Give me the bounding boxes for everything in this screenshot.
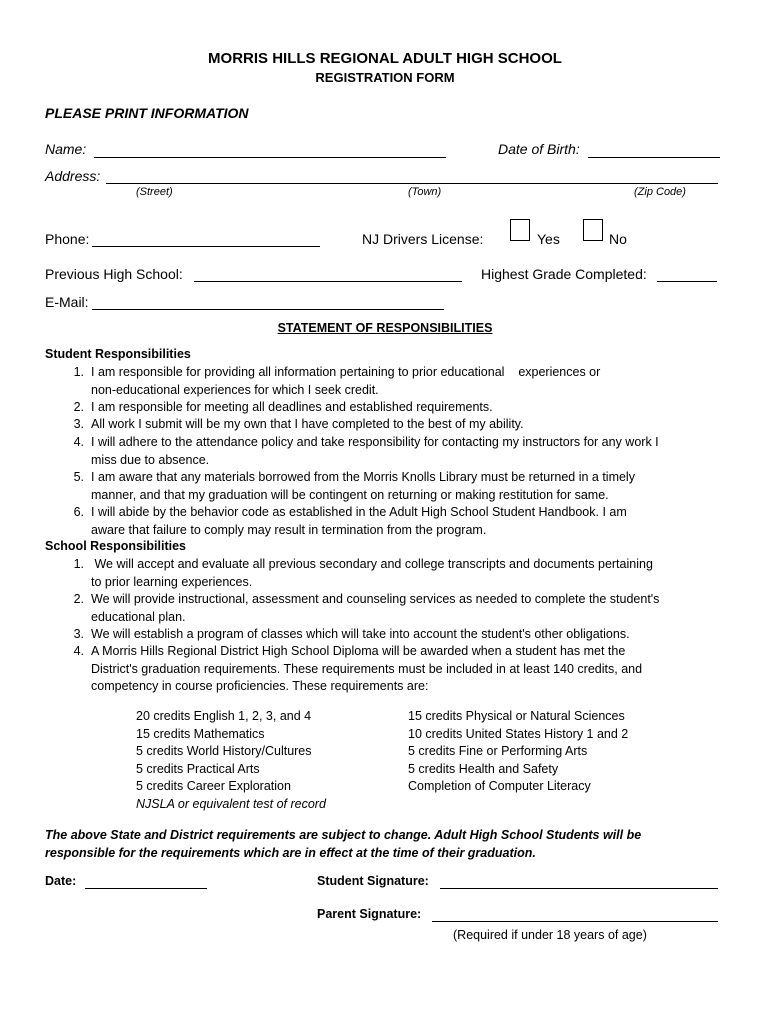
list-item	[0, 643, 770, 697]
address-field[interactable]	[106, 183, 718, 184]
document-title: MORRIS HILLS REGIONAL ADULT HIGH SCHOOL	[208, 50, 562, 67]
requirement-item: 10 credits United States History 1 and 2	[408, 726, 629, 741]
requirement-item: NJSLA or equivalent test of record	[136, 796, 326, 811]
requirement-item: 20 credits English 1, 2, 3, and 4	[136, 709, 312, 723]
requirement-item: 5 credits Health and Safety	[408, 761, 559, 776]
license-yes-checkbox[interactable]	[510, 219, 530, 241]
statement-heading: STATEMENT OF RESPONSIBILITIES	[277, 321, 493, 335]
requirement-item: 5 credits Career Exploration	[136, 779, 291, 793]
list-number: 1.	[73, 557, 84, 571]
print-notice: PLEASE PRINT INFORMATION	[45, 105, 249, 121]
list-item	[0, 556, 770, 591]
parent-signature-label: Parent Signature:	[317, 907, 422, 921]
requirement-item: 5 credits Practical Arts	[136, 761, 260, 776]
list-text: aware that failure to comply may result in termination from the program.	[91, 522, 487, 537]
license-no-checkbox[interactable]	[583, 219, 603, 241]
document-subtitle: REGISTRATION FORM	[315, 70, 455, 85]
list-number: 5.	[73, 470, 84, 484]
notice-line: The above State and District requirements are subject to change. Adult High School Students will be	[45, 828, 642, 842]
list-text: competency in course proficiencies. These requirements are:	[91, 679, 429, 693]
notice-line: responsible for the requirements which are in effect at the time of their graduation.	[45, 846, 536, 860]
address-label: Address:	[45, 168, 101, 184]
list-text: We will provide instructional, assessment and counseling services as needed to complete the student's	[91, 592, 660, 606]
dob-field[interactable]	[588, 157, 720, 158]
date-field[interactable]	[85, 888, 207, 889]
email-label: E-Mail:	[45, 294, 89, 310]
license-label: NJ Drivers License:	[362, 231, 484, 247]
list-text: I am aware that any materials borrowed from the Morris Knolls Library must be returned in a timely	[91, 470, 635, 484]
student-signature-label: Student Signature:	[317, 874, 429, 888]
list-item	[0, 416, 770, 434]
highest-grade-field[interactable]	[657, 281, 717, 282]
list-number: 6.	[73, 505, 84, 519]
list-item	[0, 434, 770, 469]
license-no-label: No	[609, 231, 627, 247]
date-label: Date:	[45, 874, 77, 888]
list-text: We will establish a program of classes which will take into account the student's other obligations.	[91, 627, 630, 641]
requirement-item: Completion of Computer Literacy	[408, 779, 591, 793]
list-text: miss due to absence.	[91, 452, 210, 467]
town-caption: (Town)	[408, 186, 442, 198]
list-number: 1.	[73, 365, 84, 379]
requirements-left-column	[136, 708, 326, 813]
list-text: I am responsible for meeting all deadlines and established requirements.	[91, 400, 493, 414]
zip-caption: (Zip Code)	[634, 186, 686, 198]
phone-field[interactable]	[92, 246, 320, 247]
student-responsibilities-heading: Student Responsibilities	[45, 347, 191, 361]
requirement-item: 5 credits Fine or Performing Arts	[408, 744, 588, 758]
list-number: 2.	[73, 400, 84, 414]
list-item	[0, 469, 770, 504]
list-number: 4.	[73, 644, 84, 658]
list-text: manner, and that my graduation will be contingent on returning or making restitution for same.	[91, 487, 609, 502]
parent-signature-field[interactable]	[432, 921, 718, 922]
parent-signature-note: (Required if under 18 years of age)	[453, 928, 647, 942]
highest-grade-label: Highest Grade Completed:	[481, 266, 647, 282]
list-number: 4.	[73, 435, 84, 449]
list-number: 3.	[73, 627, 84, 641]
list-text: A Morris Hills Regional District High School Diploma will be awarded when a student has met the	[91, 644, 626, 658]
requirement-item: 15 credits Mathematics	[136, 726, 265, 741]
list-item	[0, 504, 770, 539]
requirement-item: 5 credits World History/Cultures	[136, 744, 312, 758]
list-text: District's graduation requirements. These requirements must be included in at least 140 credits, and	[91, 661, 643, 676]
list-text: We will accept and evaluate all previous secondary and college transcripts and documents pertaining	[91, 557, 653, 571]
list-item	[0, 364, 770, 399]
list-text: educational plan.	[91, 609, 186, 624]
previous-school-field[interactable]	[194, 281, 462, 282]
phone-label: Phone:	[45, 231, 90, 247]
requirements-notice	[45, 826, 641, 862]
list-text: I will adhere to the attendance policy and take responsibility for contacting my instructors for any work I	[91, 435, 659, 449]
list-item	[0, 591, 770, 626]
street-caption: (Street)	[136, 186, 173, 198]
list-text: I will abide by the behavior code as established in the Adult High School Student Handbook. I am	[91, 505, 627, 519]
list-number: 2.	[73, 592, 84, 606]
list-item	[0, 399, 770, 417]
name-field[interactable]	[94, 157, 446, 158]
previous-school-label: Previous High School:	[45, 266, 183, 282]
list-text: All work I submit will be my own that I have completed to the best of my ability.	[91, 417, 524, 431]
student-signature-field[interactable]	[440, 888, 718, 889]
list-number: 3.	[73, 417, 84, 431]
list-item	[0, 626, 770, 644]
dob-label: Date of Birth:	[498, 141, 580, 157]
list-text: non-educational experiences for which I seek credit.	[91, 382, 379, 397]
name-label: Name:	[45, 141, 87, 157]
list-text: to prior learning experiences.	[91, 574, 253, 589]
email-field[interactable]	[92, 309, 444, 310]
license-yes-label: Yes	[537, 231, 560, 247]
school-responsibilities-heading: School Responsibilities	[45, 539, 186, 553]
list-text: I am responsible for providing all information pertaining to prior educational experiences or	[91, 365, 601, 379]
requirement-item: 15 credits Physical or Natural Sciences	[408, 709, 625, 723]
requirements-right-column	[408, 708, 628, 796]
